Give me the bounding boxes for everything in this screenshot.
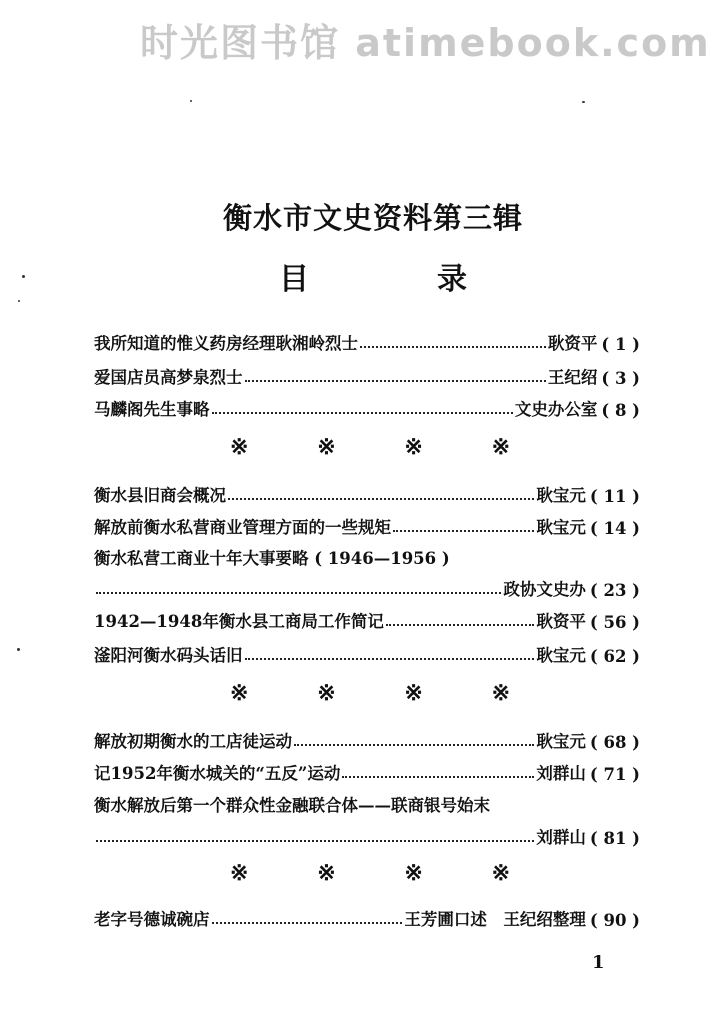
entry-author: 耿宝元 — [536, 518, 586, 537]
entry-page: ( 14 ) — [589, 519, 640, 538]
toc-entry — [94, 326, 640, 354]
leader-dots — [245, 658, 535, 660]
entry-page: ( 8 ) — [601, 401, 640, 420]
entry-page: ( 56 ) — [589, 613, 640, 632]
toc-entry — [94, 724, 640, 752]
separator-mark: ※ — [230, 860, 249, 886]
separator-mark: ※ — [230, 680, 249, 706]
section-separator — [230, 680, 510, 710]
scan-speck — [190, 100, 192, 102]
scan-speck — [18, 300, 20, 302]
entry-title: 1942—1948年衡水县工商局工作简记 — [94, 612, 384, 631]
entry-title: 衡水解放后第一个群众性金融联合体——联商银号始末 — [94, 796, 490, 815]
separator-mark: ※ — [404, 860, 423, 886]
entry-author: 刘群山 — [536, 828, 586, 847]
separator-mark: ※ — [491, 680, 510, 706]
section-separator — [230, 434, 510, 464]
entry-title: 滏阳河衡水码头话旧 — [94, 646, 243, 665]
leader-dots — [96, 840, 534, 842]
entry-title: 衡水县旧商会概况 — [94, 486, 226, 505]
entry-author: 王纪绍 — [547, 368, 598, 387]
toc-entry — [94, 478, 640, 506]
page-number: 1 — [592, 952, 605, 973]
toc-entry — [94, 392, 640, 420]
entry-page: ( 11 ) — [589, 487, 640, 506]
entry-author: 政协文史办 — [503, 580, 586, 599]
leader-dots — [342, 776, 534, 778]
toc-heading — [0, 254, 726, 297]
section-separator — [230, 860, 510, 890]
entry-title: 记1952年衡水城关的“五反”运动 — [94, 764, 341, 783]
toc-entry — [94, 638, 640, 666]
entry-author: 耿资平 — [536, 612, 586, 631]
leader-dots — [228, 498, 534, 500]
toc-entry — [94, 788, 640, 816]
entry-author: 文史办公室 — [514, 400, 598, 419]
watermark: 时光图书馆 atimebook.com — [140, 21, 711, 62]
toc-entry — [94, 510, 640, 538]
toc-entry — [94, 604, 640, 632]
separator-mark: ※ — [317, 434, 336, 460]
entry-page: ( 3 ) — [601, 369, 640, 388]
entry-author: 王芳圃口述 王纪绍整理 — [404, 910, 586, 929]
leader-dots — [212, 412, 513, 414]
entry-author: 耿宝元 — [536, 486, 586, 505]
entry-title: 衡水私营工商业十年大事要略 ( 1946—1956 ) — [94, 549, 450, 568]
entry-page: ( 62 ) — [589, 647, 640, 666]
toc-entry — [94, 360, 640, 388]
entry-title: 我所知道的惟义药房经理耿湘岭烈士 — [94, 334, 358, 353]
toc-heading-char-1: 目 — [279, 262, 309, 297]
scan-speck — [17, 648, 20, 651]
entry-page: ( 81 ) — [589, 829, 640, 848]
leader-dots — [212, 922, 403, 924]
entry-author: 耿宝元 — [536, 646, 586, 665]
leader-dots — [245, 380, 546, 382]
toc-entry — [94, 756, 640, 784]
leader-dots — [360, 346, 546, 348]
leader-dots — [393, 530, 534, 532]
scan-speck — [582, 101, 585, 103]
toc-heading-char-2: 录 — [437, 262, 467, 297]
entry-page: ( 68 ) — [589, 733, 640, 752]
book-title: 衡水市文史资料第三辑 — [222, 201, 523, 235]
separator-mark: ※ — [491, 434, 510, 460]
entry-page: ( 71 ) — [589, 765, 640, 784]
separator-mark: ※ — [491, 860, 510, 886]
entry-title: 老字号德诚碗店 — [94, 910, 210, 929]
separator-mark: ※ — [404, 680, 423, 706]
toc-entry-continuation — [94, 572, 640, 600]
entry-author: 刘群山 — [536, 764, 586, 783]
scan-speck — [22, 275, 25, 278]
toc-entry — [94, 541, 640, 569]
entry-page: ( 1 ) — [601, 335, 640, 354]
separator-mark: ※ — [404, 434, 423, 460]
separator-mark: ※ — [317, 860, 336, 886]
separator-mark: ※ — [317, 680, 336, 706]
leader-dots — [386, 624, 535, 626]
toc-entry — [94, 902, 640, 930]
leader-dots — [96, 592, 501, 594]
entry-author: 耿资平 — [547, 334, 598, 353]
entry-title: 爱国店员高梦泉烈士 — [94, 368, 243, 387]
entry-page: ( 90 ) — [589, 911, 640, 930]
leader-dots — [294, 744, 534, 746]
entry-title: 解放初期衡水的工店徒运动 — [94, 732, 292, 751]
toc-entry-continuation — [94, 820, 640, 848]
separator-mark: ※ — [230, 434, 249, 460]
entry-page: ( 23 ) — [589, 581, 640, 600]
entry-title: 马麟阁先生事略 — [94, 400, 210, 419]
entry-author: 耿宝元 — [536, 732, 586, 751]
entry-title: 解放前衡水私营商业管理方面的一些规矩 — [94, 518, 391, 537]
